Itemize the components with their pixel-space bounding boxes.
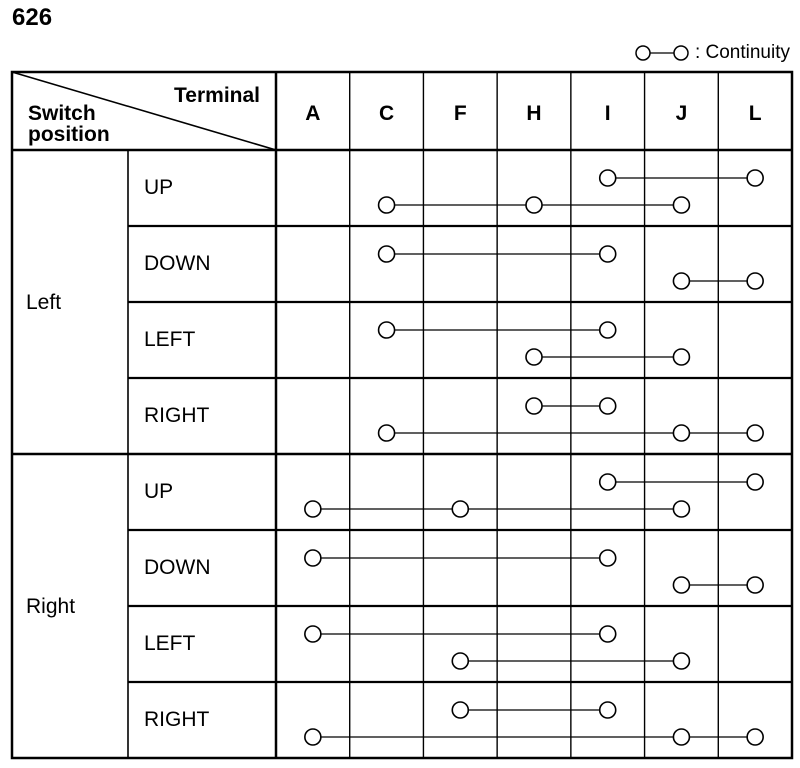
continuity-point-A [305, 550, 321, 566]
page-number: 626 [12, 4, 53, 31]
continuity-point-C [379, 322, 395, 338]
continuity-point-A [305, 626, 321, 642]
terminal-header-C: C [378, 102, 395, 125]
legend-label: : Continuity [694, 42, 790, 63]
continuity-point-J [673, 197, 689, 213]
continuity-point-I [600, 246, 616, 262]
continuity-point-L [747, 474, 763, 490]
continuity-point-J [673, 653, 689, 669]
corner-terminal-label: Terminal [174, 84, 260, 107]
terminal-header-L: L [748, 102, 762, 125]
continuity-point-L [747, 170, 763, 186]
group-label-left: Left [26, 291, 62, 314]
row-label-right: RIGHT [144, 404, 210, 427]
row-label-down: DOWN [144, 556, 211, 579]
continuity-point-I [600, 550, 616, 566]
continuity-point-A [305, 729, 321, 745]
continuity-point-J [673, 425, 689, 441]
continuity-point-F [452, 501, 468, 517]
continuity-point-I [600, 398, 616, 414]
continuity-point-L [747, 273, 763, 289]
continuity-point-J [673, 501, 689, 517]
continuity-point-H [526, 197, 542, 213]
continuity-point-I [600, 626, 616, 642]
row-label-down: DOWN [144, 252, 211, 275]
continuity-point-F [452, 653, 468, 669]
continuity-point-J [673, 349, 689, 365]
continuity-point-I [600, 474, 616, 490]
continuity-point-I [600, 322, 616, 338]
continuity-point-H [526, 349, 542, 365]
continuity-point-L [747, 577, 763, 593]
continuity-point-C [379, 425, 395, 441]
continuity-point-L [747, 425, 763, 441]
row-label-left: LEFT [144, 632, 196, 655]
terminal-header-A: A [305, 102, 321, 125]
terminal-header-J: J [675, 102, 688, 125]
continuity-point-A [305, 501, 321, 517]
continuity-point-J [673, 273, 689, 289]
continuity-point-C [379, 197, 395, 213]
continuity-point-I [600, 170, 616, 186]
row-label-up: UP [144, 480, 174, 503]
row-label-up: UP [144, 176, 174, 199]
continuity-point-H [526, 398, 542, 414]
continuity-point-C [379, 246, 395, 262]
terminal-header-I: I [604, 102, 611, 125]
row-label-left: LEFT [144, 328, 196, 351]
continuity-point-J [673, 729, 689, 745]
corner-position-label: position [28, 123, 110, 146]
continuity-point-F [452, 702, 468, 718]
corner-switch-label: Switch [28, 102, 96, 125]
group-label-right: Right [26, 595, 76, 618]
terminal-header-H: H [526, 102, 542, 125]
continuity-point-L [747, 729, 763, 745]
row-label-right: RIGHT [144, 708, 210, 731]
continuity-point-J [673, 577, 689, 593]
continuity-point-I [600, 702, 616, 718]
terminal-header-F: F [453, 102, 467, 125]
